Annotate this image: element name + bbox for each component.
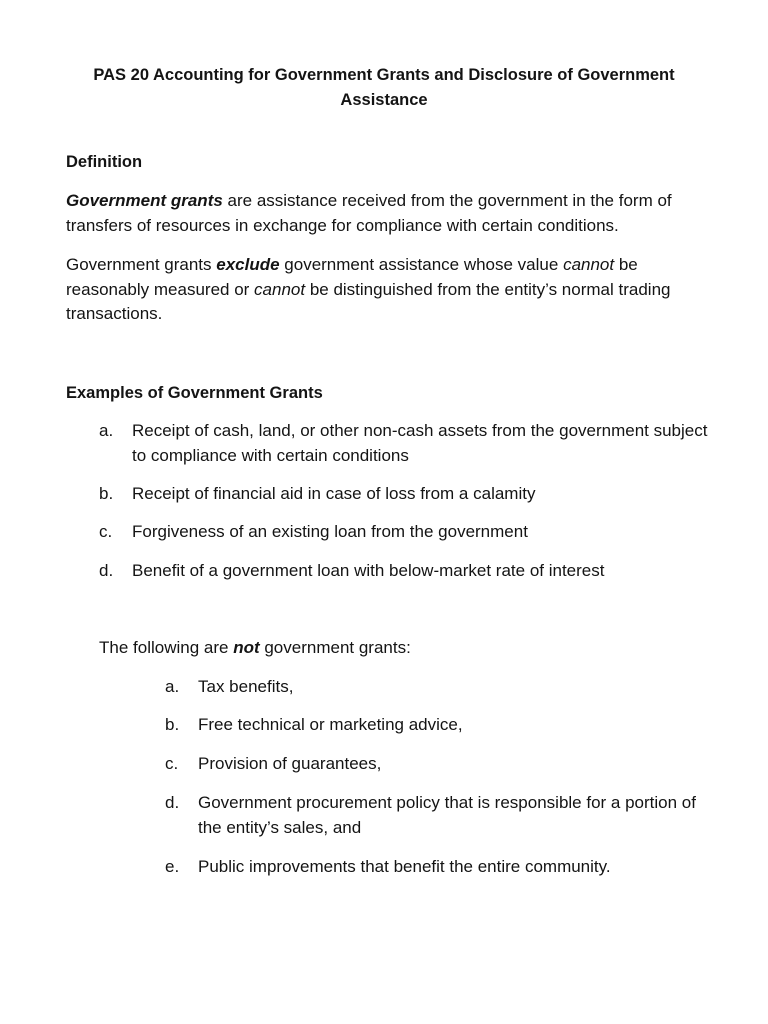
list-text: Tax benefits, (198, 677, 294, 696)
emphasis-cannot: cannot (254, 279, 306, 299)
list-label: b. (165, 715, 180, 734)
text-segment: government assistance whose value (279, 255, 564, 274)
text-segment: government grants: (259, 638, 411, 657)
text-segment: Government grants (66, 255, 217, 274)
list-label: d. (165, 793, 180, 812)
text-segment: be reasonably measured or (66, 255, 638, 299)
emphasis-cannot: cannot (563, 255, 615, 274)
definition-paragraph-1 (66, 189, 716, 238)
list-text: Government procurement policy that is responsible for a portion of the entity’s sales, and (198, 793, 696, 837)
list-label: a. (165, 677, 180, 696)
list-text: Free technical or marketing advice, (198, 715, 463, 734)
list-label: c. (99, 522, 113, 541)
list-text: Public improvements that benefit the entire community. (198, 857, 611, 876)
list-text: Receipt of financial aid in case of loss from a calamity (132, 484, 536, 503)
list-label: a. (99, 421, 114, 440)
definition-text: are assistance received from the government in the form of transfers of resources in exchange for compliance with certain conditions. (66, 191, 672, 235)
list-label: c. (165, 754, 179, 773)
term-government-grants: Government grants (66, 191, 223, 210)
text-segment: be distinguished from the entity’s normal trading transactions. (66, 279, 671, 323)
emphasis-not: not (233, 638, 260, 657)
list-text: Receipt of cash, land, or other non-cash assets from the government subject to compliance with certain conditions (132, 421, 708, 465)
list-text: Provision of guarantees, (198, 754, 382, 773)
examples-heading: Examples of Government Grants (66, 384, 323, 402)
list-text: Forgiveness of an existing loan from the government (132, 522, 528, 541)
not-grants-intro (99, 636, 719, 661)
list-label: b. (99, 484, 114, 503)
document-title: PAS 20 Accounting for Government Grants and Disclosure of Government Assistance (93, 66, 675, 109)
list-label: e. (165, 857, 180, 876)
definition-heading: Definition (66, 153, 143, 171)
list-label: d. (99, 561, 114, 580)
list-text: Benefit of a government loan with below-market rate of interest (132, 561, 605, 580)
text-segment: The following are (99, 638, 234, 657)
emphasis-exclude: exclude (216, 255, 280, 274)
definition-paragraph-2 (66, 253, 716, 327)
